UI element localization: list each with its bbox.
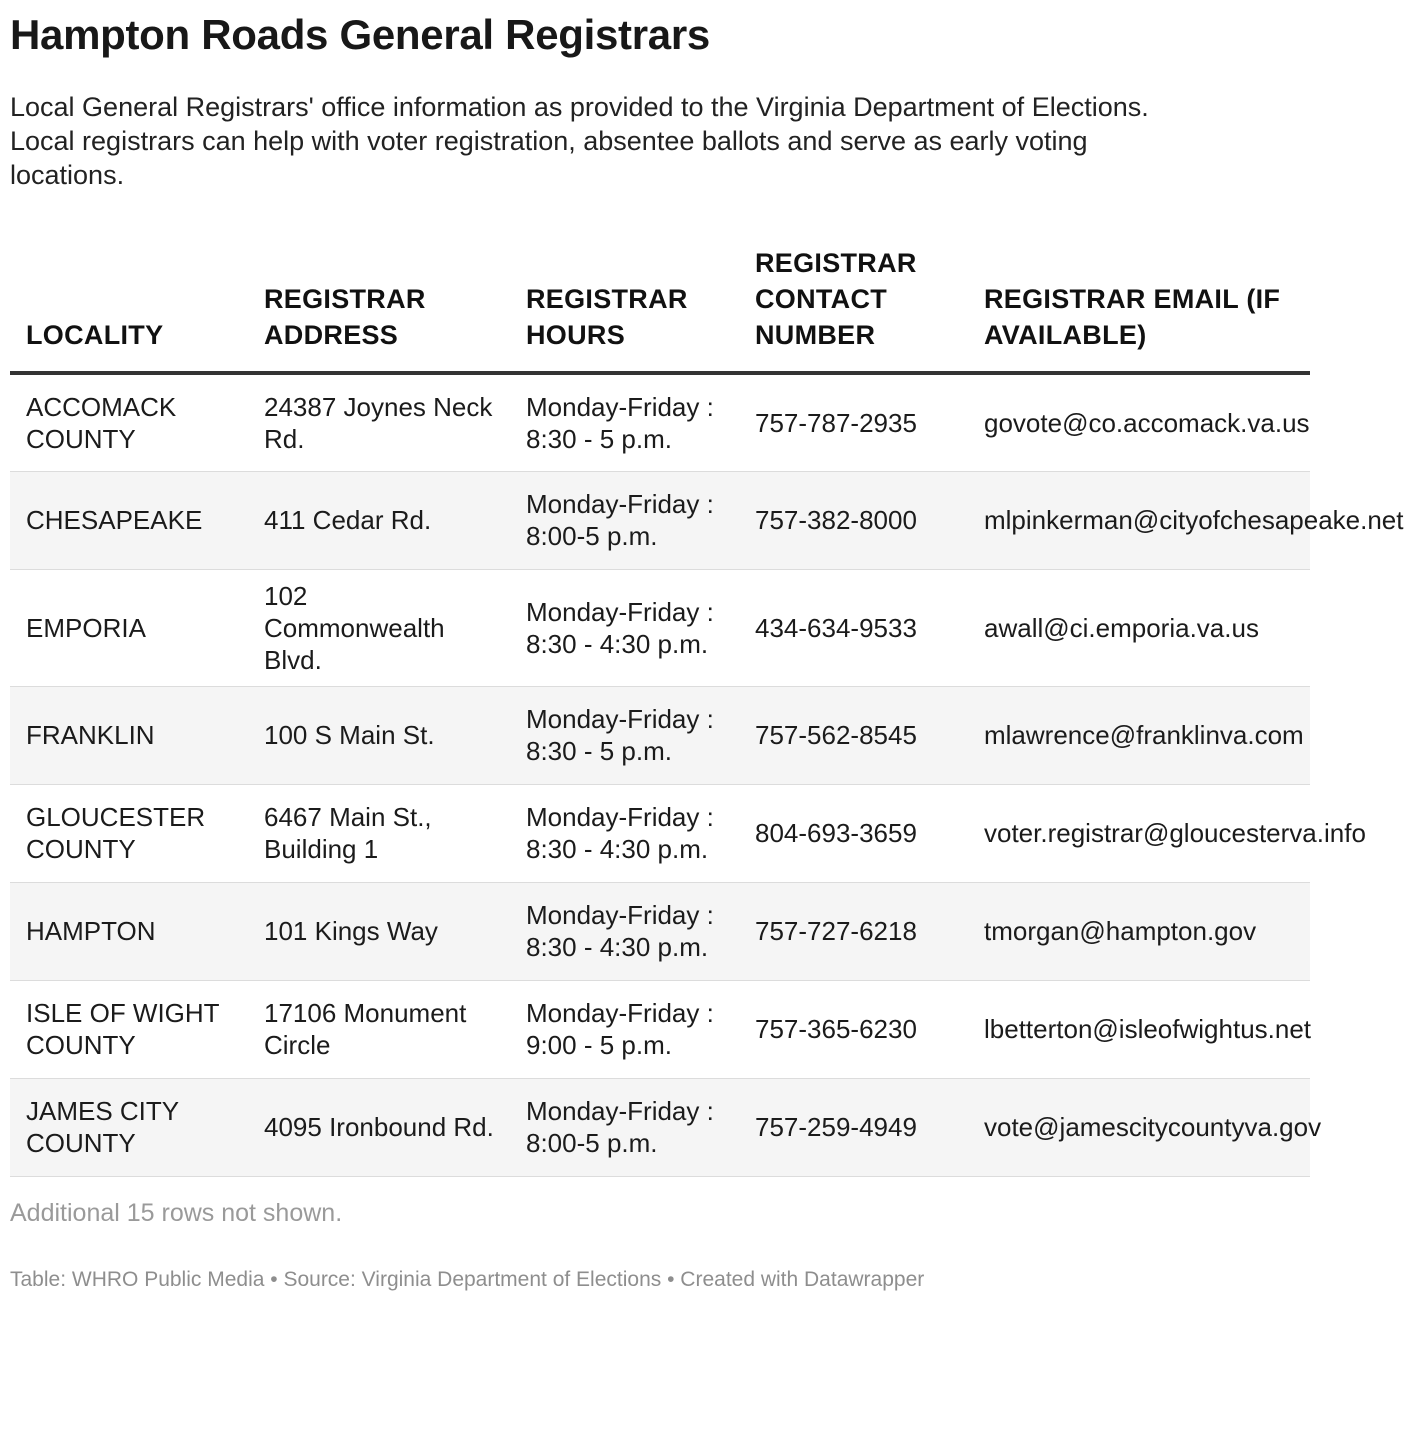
cell-locality: EMPORIA [10, 569, 248, 686]
column-header-hours[interactable]: REGISTRAR HOURS [510, 245, 739, 373]
cell-address: 24387 Joynes Neck Rd. [248, 373, 510, 471]
page-title: Hampton Roads General Registrars [10, 11, 710, 58]
cell-address: 411 Cedar Rd. [248, 471, 510, 569]
cell-hours: Monday-Friday : 8:30 - 4:30 p.m. [510, 784, 739, 882]
description-line-2: Local registrars can help with voter registration, absentee ballots and serve as early voting locations. [10, 126, 1088, 190]
cell-address: 102 Commonwealth Blvd. [248, 569, 510, 686]
column-header-email[interactable]: REGISTRAR EMAIL (IF AVAILABLE) [968, 245, 1310, 373]
cell-phone: 757-382-8000 [739, 471, 968, 569]
cell-address: 4095 Ironbound Rd. [248, 1078, 510, 1176]
description-line-1: Local General Registrars' office information as provided to the Virginia Department of Elections. [10, 92, 1149, 122]
cell-locality: GLOUCESTER COUNTY [10, 784, 248, 882]
more-rows-note: Additional 15 rows not shown. [10, 1198, 343, 1227]
cell-hours: Monday-Friday : 8:30 - 4:30 p.m. [510, 569, 739, 686]
datawrapper-link[interactable]: Created with Datawrapper [680, 1267, 925, 1291]
table-row [10, 784, 1310, 882]
column-header-locality[interactable]: LOCALITY [10, 245, 248, 373]
cell-address: 17106 Monument Circle [248, 980, 510, 1078]
source-note: Source: Virginia Department of Elections [283, 1267, 662, 1291]
cell-email: awall@ci.emporia.va.us [968, 569, 1310, 686]
cell-hours: Monday-Friday : 9:00 - 5 p.m. [510, 980, 739, 1078]
cell-locality: CHESAPEAKE [10, 471, 248, 569]
table-row [10, 471, 1310, 569]
table-row [10, 373, 1310, 471]
cell-email: voter.registrar@gloucesterva.info [968, 784, 1310, 882]
table-row [10, 569, 1310, 686]
cell-address: 100 S Main St. [248, 686, 510, 784]
cell-email: mlawrence@franklinva.com [968, 686, 1310, 784]
table-header-row [10, 245, 1310, 373]
cell-locality: JAMES CITY COUNTY [10, 1078, 248, 1176]
cell-hours: Monday-Friday : 8:30 - 5 p.m. [510, 686, 739, 784]
cell-email: vote@jamescitycountyva.gov [968, 1078, 1310, 1176]
cell-locality: ISLE OF WIGHT COUNTY [10, 980, 248, 1078]
cell-locality: HAMPTON [10, 882, 248, 980]
cell-email: mlpinkerman@cityofchesapeake.net [968, 471, 1310, 569]
cell-email: govote@co.accomack.va.us [968, 373, 1310, 471]
cell-hours: Monday-Friday : 8:30 - 4:30 p.m. [510, 882, 739, 980]
column-header-contact-number[interactable]: REGISTRAR CONTACT NUMBER [739, 245, 968, 373]
cell-phone: 757-562-8545 [739, 686, 968, 784]
cell-hours: Monday-Friday : 8:00-5 p.m. [510, 471, 739, 569]
registrars-table [10, 245, 1404, 1177]
cell-phone: 757-259-4949 [739, 1078, 968, 1176]
column-header-address[interactable]: REGISTRAR ADDRESS [248, 245, 510, 373]
cell-locality: ACCOMACK COUNTY [10, 373, 248, 471]
cell-phone: 757-787-2935 [739, 373, 968, 471]
cell-email: lbetterton@isleofwightus.net [968, 980, 1310, 1078]
table-row [10, 980, 1310, 1078]
table-row [10, 882, 1310, 980]
description [10, 90, 1200, 192]
cell-hours: Monday-Friday : 8:30 - 5 p.m. [510, 373, 739, 471]
footer-separator: • [264, 1267, 284, 1291]
cell-email: tmorgan@hampton.gov [968, 882, 1310, 980]
footer-separator: • [661, 1267, 681, 1291]
cell-hours: Monday-Friday : 8:00-5 p.m. [510, 1078, 739, 1176]
footer-notes [10, 1266, 1220, 1294]
cell-address: 101 Kings Way [248, 882, 510, 980]
cell-phone: 757-365-6230 [739, 980, 968, 1078]
table-row [10, 686, 1310, 784]
table-credit: Table: WHRO Public Media [10, 1267, 265, 1291]
cell-phone: 434-634-9533 [739, 569, 968, 686]
table-row [10, 1078, 1310, 1176]
cell-locality: FRANKLIN [10, 686, 248, 784]
cell-address: 6467 Main St., Building 1 [248, 784, 510, 882]
table-container[interactable] [10, 245, 1404, 1177]
cell-phone: 757-727-6218 [739, 882, 968, 980]
cell-phone: 804-693-3659 [739, 784, 968, 882]
